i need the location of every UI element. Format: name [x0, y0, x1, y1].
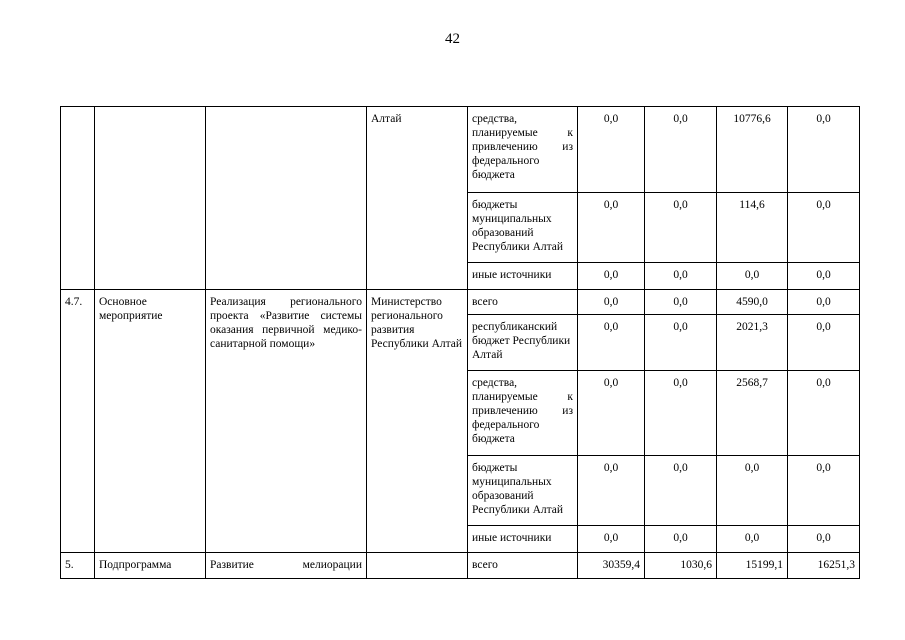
cell-source: иные источники	[468, 263, 578, 290]
cell-value: 0,0	[578, 456, 645, 526]
cell-value: 0,0	[578, 526, 645, 553]
cell-value: 1030,6	[645, 553, 717, 579]
cell-value: 0,0	[788, 371, 860, 456]
cell-source: иные источники	[468, 526, 578, 553]
cell-value: 0,0	[788, 315, 860, 371]
cell-source: бюджеты муниципальных образований Республики Алтай	[468, 193, 578, 263]
cell-number	[61, 107, 95, 290]
cell-type	[95, 107, 206, 290]
cell-source: бюджеты муниципальных образований Республики Алтай	[468, 456, 578, 526]
budget-table	[60, 106, 860, 579]
table-row	[61, 553, 860, 579]
cell-value: 0,0	[578, 371, 645, 456]
cell-source: средства, планируемые к привлечению из федерального бюджета	[468, 107, 578, 193]
cell-executor: Министерство регионального развития Республики Алтай	[367, 290, 468, 553]
cell-title	[206, 107, 367, 290]
cell-value: 0,0	[788, 263, 860, 290]
cell-source: всего	[468, 290, 578, 315]
cell-value: 0,0	[578, 107, 645, 193]
cell-value: 2568,7	[717, 371, 788, 456]
cell-value: 0,0	[645, 107, 717, 193]
cell-source: всего	[468, 553, 578, 579]
cell-value: 30359,4	[578, 553, 645, 579]
cell-value: 0,0	[788, 526, 860, 553]
cell-value: 0,0	[578, 263, 645, 290]
cell-number: 5.	[61, 553, 95, 579]
cell-value: 0,0	[645, 371, 717, 456]
cell-value: 0,0	[788, 107, 860, 193]
cell-value: 0,0	[645, 456, 717, 526]
cell-value: 0,0	[788, 193, 860, 263]
cell-value: 0,0	[788, 456, 860, 526]
cell-type: Подпрограмма	[95, 553, 206, 579]
table-row	[61, 107, 860, 193]
cell-executor: Алтай	[367, 107, 468, 290]
cell-value: 0,0	[578, 315, 645, 371]
cell-value: 0,0	[788, 290, 860, 315]
cell-value: 0,0	[645, 315, 717, 371]
table-row	[61, 290, 860, 315]
cell-source: средства, планируемые к привлечению из федерального бюджета	[468, 371, 578, 456]
cell-value: 0,0	[645, 193, 717, 263]
cell-type: Основное мероприятие	[95, 290, 206, 553]
cell-value: 0,0	[717, 456, 788, 526]
cell-title: Реализация регионального проекта «Развитие системы оказания первичной медико-санитарной помощи»	[206, 290, 367, 553]
cell-value: 15199,1	[717, 553, 788, 579]
cell-value: 0,0	[645, 290, 717, 315]
cell-value: 0,0	[717, 526, 788, 553]
cell-source: республиканский бюджет Республики Алтай	[468, 315, 578, 371]
cell-value: 16251,3	[788, 553, 860, 579]
cell-value: 0,0	[578, 193, 645, 263]
cell-number: 4.7.	[61, 290, 95, 553]
cell-value: 0,0	[717, 263, 788, 290]
cell-value: 0,0	[578, 290, 645, 315]
cell-value: 10776,6	[717, 107, 788, 193]
cell-value: 4590,0	[717, 290, 788, 315]
page-number: 42	[445, 31, 460, 47]
cell-value: 114,6	[717, 193, 788, 263]
cell-value: 0,0	[645, 526, 717, 553]
cell-title: Развитие мелиорации	[206, 553, 367, 579]
cell-executor	[367, 553, 468, 579]
cell-value: 2021,3	[717, 315, 788, 371]
cell-value: 0,0	[645, 263, 717, 290]
